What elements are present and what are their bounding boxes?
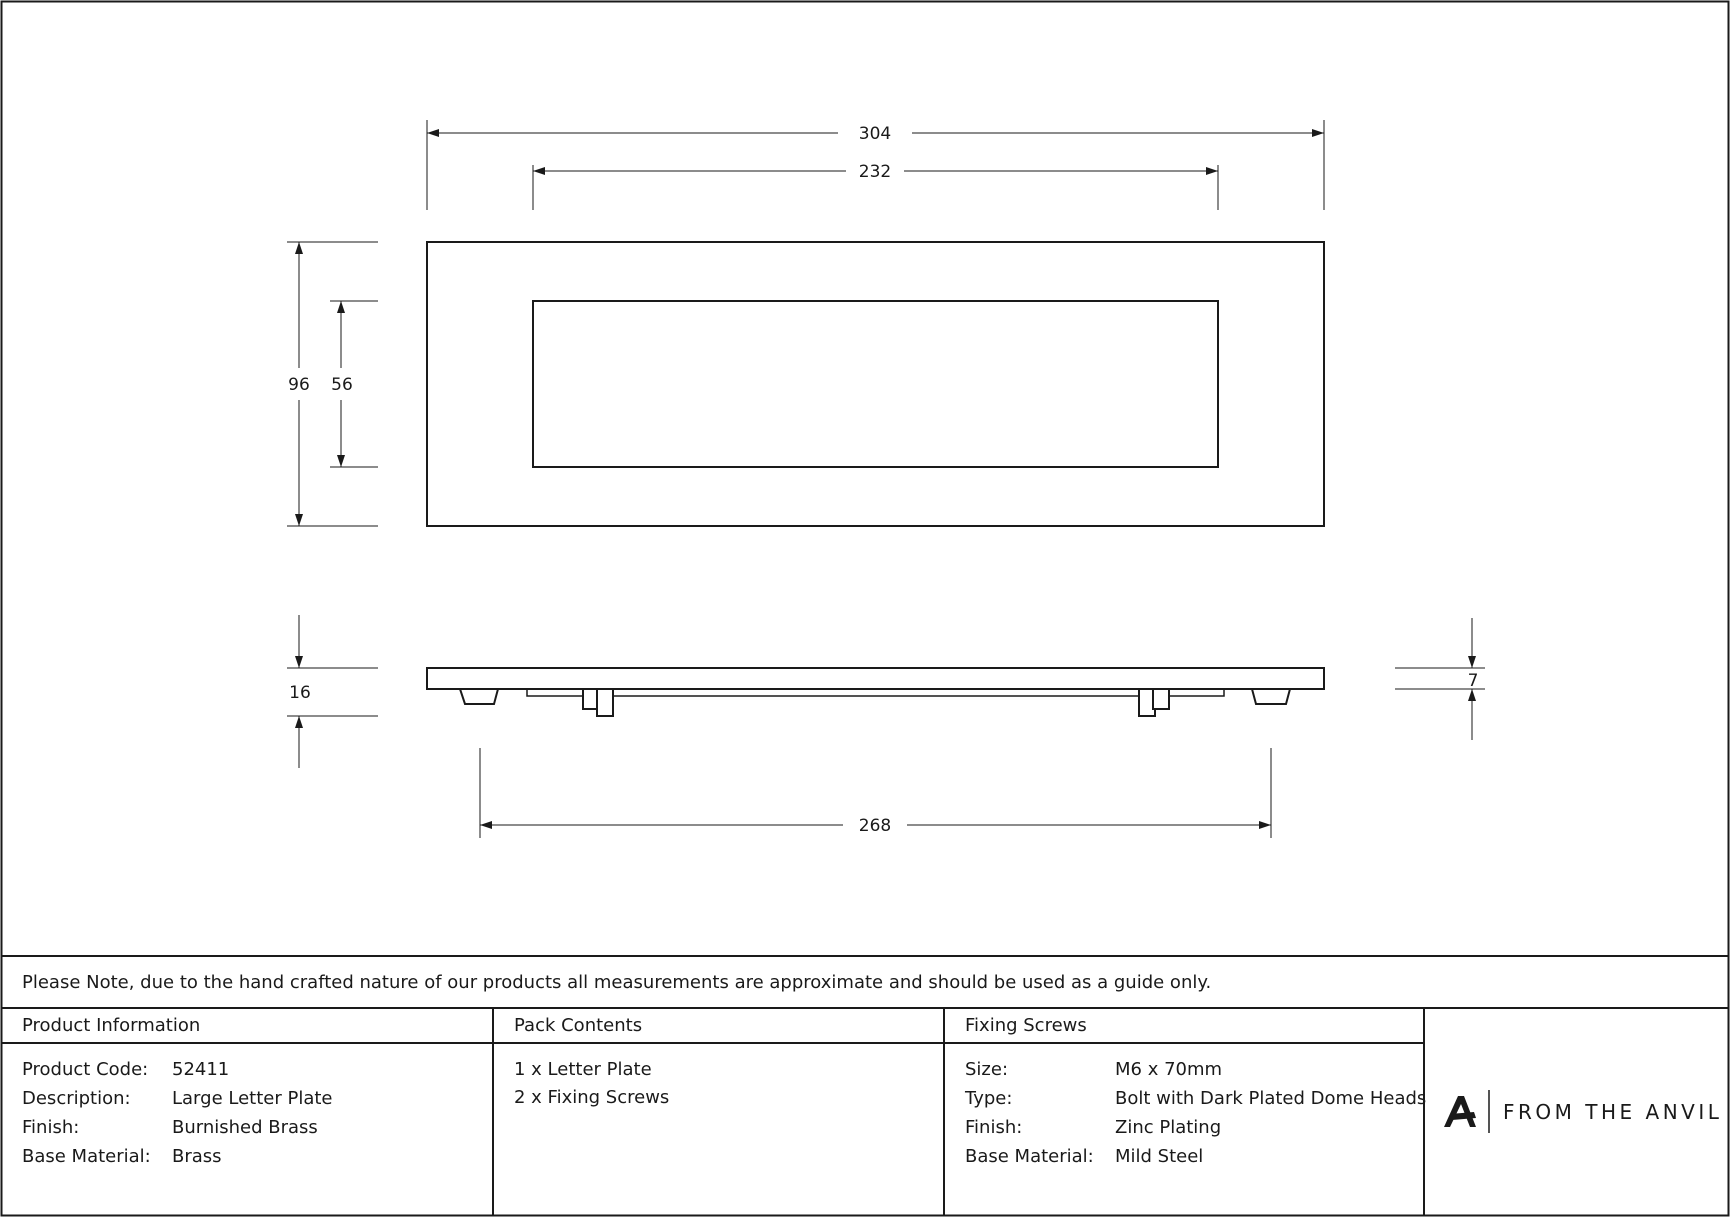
product-info-value: Large Letter Plate (172, 1088, 333, 1109)
brand-name: FROM THE ANVIL (1503, 1100, 1723, 1124)
product-info-value: Burnished Brass (172, 1117, 318, 1138)
fixing-screws-label: Type: (965, 1088, 1013, 1109)
fixing-screws-value: Mild Steel (1115, 1146, 1204, 1167)
fixing-screws-heading: Fixing Screws (965, 1015, 1087, 1036)
flap-profile (527, 689, 1224, 696)
product-info-label: Description: (22, 1088, 131, 1109)
letter-slot-outline (533, 301, 1218, 467)
fixing-screws-table (964, 1059, 1426, 1167)
fixing-screws-value: M6 x 70mm (1115, 1059, 1223, 1080)
left-fixing-stud (597, 689, 613, 716)
fixing-screws-label: Finish: (965, 1117, 1023, 1138)
front-view (427, 242, 1324, 526)
dimension-label-96: 96 (288, 375, 310, 395)
brand-logo (1444, 1090, 1722, 1133)
fixing-screws-label: Size: (965, 1059, 1009, 1080)
dimension-label-7: 7 (1467, 671, 1479, 691)
fixing-screws-value: Bolt with Dark Plated Dome Heads (1115, 1088, 1427, 1109)
pack-contents-list (514, 1059, 669, 1108)
dimension-label-56: 56 (331, 375, 353, 395)
anvil-logo-icon (1444, 1096, 1476, 1127)
pack-contents-item: 1 x Letter Plate (514, 1059, 652, 1080)
disclaimer-note: Please Note, due to the hand crafted nature of our products all measurements are approximate and should be used as a guide only. (22, 972, 1212, 993)
side-plate-outline (427, 668, 1324, 689)
dimension-label-16: 16 (289, 683, 311, 703)
fixing-screws-label: Base Material: (965, 1146, 1094, 1167)
side-view (427, 668, 1324, 716)
product-info-label: Base Material: (22, 1146, 151, 1167)
dimension-label-232: 232 (858, 162, 892, 182)
product-information-heading: Product Information (22, 1015, 201, 1036)
title-block-lines (1, 956, 1729, 1216)
product-info-label: Finish: (22, 1117, 80, 1138)
right-fixing-boss (1153, 689, 1169, 709)
product-info-value: 52411 (172, 1059, 230, 1080)
fixing-screws-value: Zinc Plating (1115, 1117, 1222, 1138)
product-info-label: Product Code: (22, 1059, 149, 1080)
sheet-border (2, 2, 1729, 1216)
dimension-label-304: 304 (858, 124, 892, 144)
right-foot (1252, 689, 1290, 704)
product-information-table (22, 1059, 332, 1167)
left-foot (460, 689, 498, 704)
pack-contents-heading: Pack Contents (514, 1015, 643, 1036)
pack-contents-item: 2 x Fixing Screws (514, 1087, 670, 1108)
dimension-label-268: 268 (858, 816, 892, 836)
outer-plate-outline (427, 242, 1324, 526)
product-info-value: Brass (172, 1146, 222, 1167)
